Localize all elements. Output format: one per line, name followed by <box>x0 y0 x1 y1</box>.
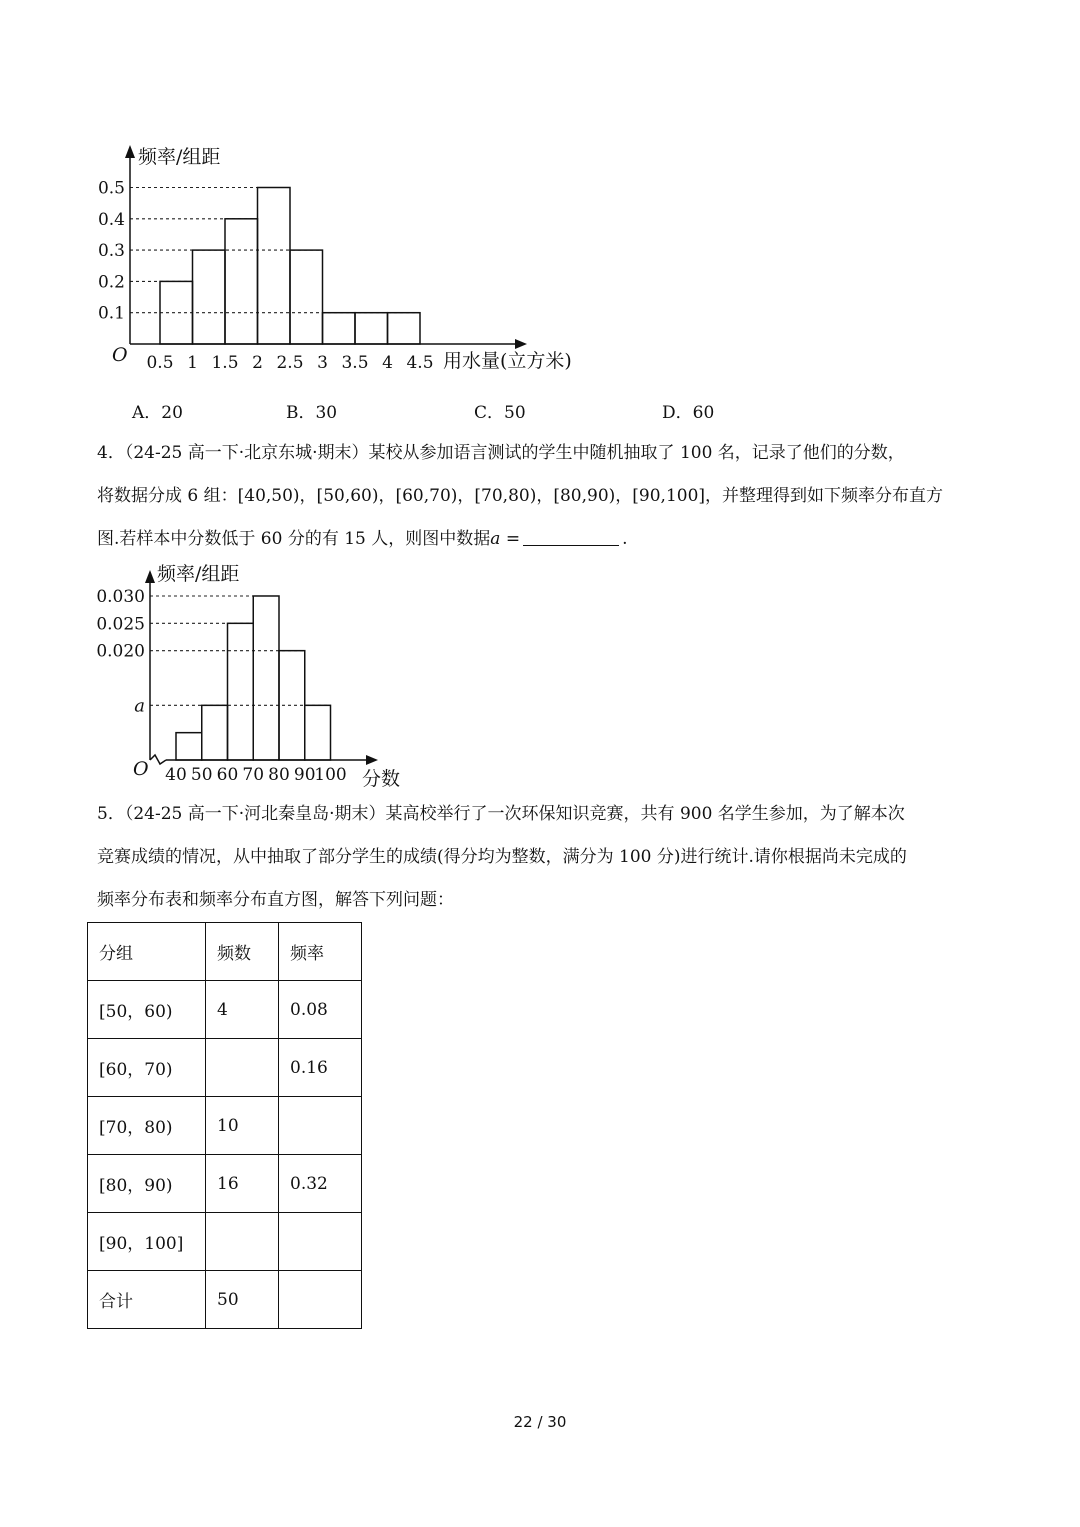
frequency-table <box>87 922 362 1329</box>
x-tick-label: 1 <box>187 353 198 373</box>
y-axis-arrow <box>125 145 135 158</box>
cell-group: 合计 <box>88 1271 206 1329</box>
cell-group: [60，70) <box>88 1039 206 1097</box>
x-tick-label: 80 <box>268 765 290 785</box>
histogram-bar <box>305 705 331 760</box>
y-axis-label: 频率/组距 <box>138 146 221 168</box>
cell-frequency: 0.08 <box>279 981 362 1039</box>
x-tick-label: 3.5 <box>341 353 369 373</box>
histogram-bar <box>193 250 226 344</box>
question-4-line-2: 将数据分成 6 组：[40,50)，[50,60)，[60,70)，[70,80)，[80,90)，[90,100]，并整理得到如下频率分布直方 <box>97 486 944 506</box>
table-row <box>88 1271 362 1329</box>
cell-frequency: 0.16 <box>279 1039 362 1097</box>
cell-frequency <box>279 1271 362 1329</box>
y-axis-arrow <box>145 570 155 583</box>
histogram-bar <box>355 313 388 344</box>
answer-blank[interactable] <box>523 527 619 546</box>
origin-label: O <box>133 758 149 780</box>
header-count: 频数 <box>206 923 279 981</box>
y-tick-label: 0.030 <box>96 586 145 607</box>
cell-count: 16 <box>206 1155 279 1213</box>
y-tick-label: 0.1 <box>97 303 125 324</box>
x-tick-label: 2 <box>252 353 263 373</box>
score-histogram <box>0 555 420 795</box>
x-axis-arrow <box>366 755 378 765</box>
cell-count <box>206 1039 279 1097</box>
histogram-bar <box>323 313 356 344</box>
y-axis-label: 频率/组距 <box>157 563 240 585</box>
cell-count: 4 <box>206 981 279 1039</box>
cell-group: [80，90) <box>88 1155 206 1213</box>
histogram-bar <box>253 596 279 760</box>
histogram-bar <box>290 250 323 344</box>
cell-frequency <box>279 1213 362 1271</box>
table-row <box>88 981 362 1039</box>
y-tick-label: 0.2 <box>97 272 125 293</box>
water-usage-histogram <box>0 0 620 385</box>
cell-frequency: 0.32 <box>279 1155 362 1213</box>
table-row <box>88 1155 362 1213</box>
header-frequency: 频率 <box>279 923 362 981</box>
cell-count: 10 <box>206 1097 279 1155</box>
question-5-line-1: 5．（24-25 高一下·河北秦皇岛·期末）某高校举行了一次环保知识竞赛，共有 900 名学生参加，为了解本次 <box>97 804 905 824</box>
question-5 <box>97 793 987 922</box>
x-tick-label: 4 <box>382 353 393 373</box>
y-tick-label-a: a <box>134 695 145 717</box>
cell-count: 50 <box>206 1271 279 1329</box>
choice-c[interactable]: C．50 <box>474 403 526 423</box>
x-tick-label: 100 <box>314 765 347 785</box>
x-tick-label: 60 <box>216 765 239 785</box>
histogram-bar <box>176 733 202 760</box>
cell-group: [70，80) <box>88 1097 206 1155</box>
x-tick-label: 40 <box>165 765 187 785</box>
y-tick-label: 0.3 <box>97 241 125 262</box>
x-tick-label: 0.5 <box>146 353 174 373</box>
histogram-bar <box>258 188 291 345</box>
y-tick-label: 0.020 <box>96 641 145 662</box>
histogram-bar <box>228 623 254 760</box>
choice-a[interactable]: A．20 <box>132 403 183 423</box>
question-4-text: 图.若样本中分数低于 60 分的有 15 人，则图中数据 <box>97 529 491 549</box>
period: . <box>622 529 628 549</box>
x-tick-label: 70 <box>242 765 265 785</box>
axis-break-mark <box>150 755 166 764</box>
choice-b[interactable]: B．30 <box>286 403 338 423</box>
question-5-line-2: 竞赛成绩的情况，从中抽取了部分学生的成绩(得分均为整数，满分为 100 分)进行统计.请你根据尚未完成的 <box>97 847 907 867</box>
page-number: 22 / 30 <box>513 1413 567 1431</box>
table-header-row <box>88 923 362 981</box>
cell-group: [90，100] <box>88 1213 206 1271</box>
table-row <box>88 1039 362 1097</box>
table-row <box>88 1213 362 1271</box>
x-tick-label: 2.5 <box>276 353 304 373</box>
x-axis-arrow <box>515 339 527 349</box>
x-axis-label: 分数 <box>362 768 401 790</box>
question-5-line-3: 频率分布表和频率分布直方图，解答下列问题： <box>97 890 454 910</box>
equals-sign: = <box>500 529 521 549</box>
histogram-bar <box>202 705 228 760</box>
header-group: 分组 <box>88 923 206 981</box>
origin-label: O <box>112 344 128 366</box>
x-tick-label: 90 <box>293 765 316 785</box>
y-tick-label: 0.025 <box>96 614 145 635</box>
x-tick-label: 3 <box>317 353 328 373</box>
cell-frequency <box>279 1097 362 1155</box>
y-tick-label: 0.5 <box>97 178 125 199</box>
variable-a: a <box>490 529 501 549</box>
cell-count <box>206 1213 279 1271</box>
histogram-bar <box>225 219 258 344</box>
y-tick-label: 0.4 <box>97 209 125 230</box>
table-row <box>88 1097 362 1155</box>
choice-d[interactable]: D．60 <box>662 403 715 423</box>
histogram-bar <box>388 313 421 344</box>
question-4-line-1: 4．（24-25 高一下·北京东城·期末）某校从参加语言测试的学生中随机抽取了 100 名，记录了他们的分数， <box>97 443 905 463</box>
x-tick-label: 50 <box>190 765 213 785</box>
question-4 <box>97 432 987 561</box>
histogram-bar <box>160 281 193 344</box>
x-axis-label: 用水量(立方米) <box>443 350 572 372</box>
cell-group: [50，60) <box>88 981 206 1039</box>
x-tick-label: 1.5 <box>211 353 239 373</box>
x-tick-label: 4.5 <box>406 353 434 373</box>
